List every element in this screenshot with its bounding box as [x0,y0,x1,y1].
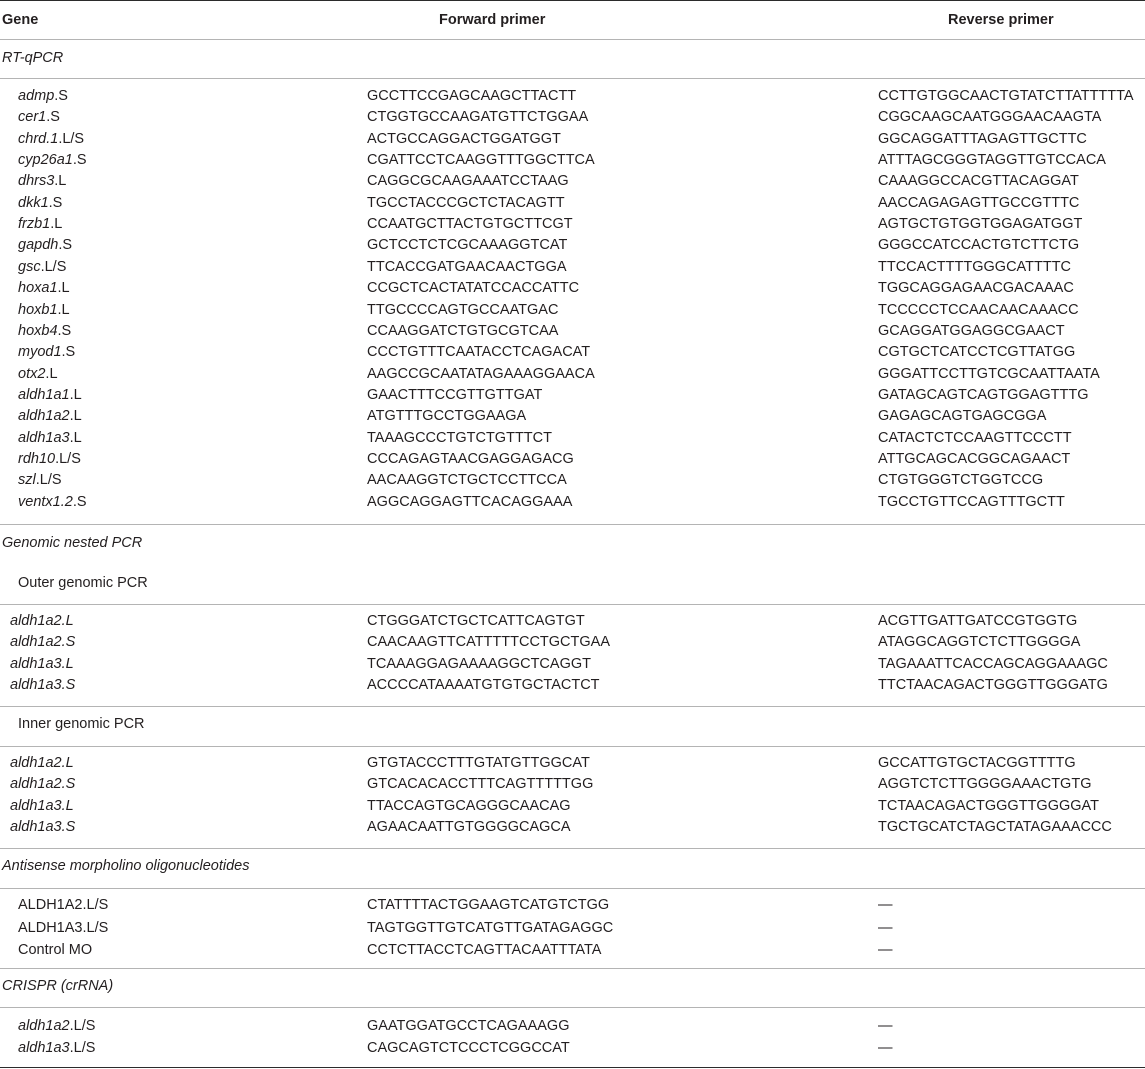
gene-cell [18,494,87,510]
gene-cell [18,1018,95,1034]
table-row [0,817,1145,838]
forward-primer-cell: AAGCCGCAATATAGAAAGGAACA [367,365,595,382]
gene-cell: Control MO [18,942,93,958]
gene-cell [18,259,66,275]
reverse-primer-cell: TGGCAGGAGAACGACAAAC [878,280,1074,297]
forward-primer-cell: TAGTGGTTGTCATGTTGATAGAGGC [367,919,614,936]
gene-cell: aldh1a3.L [10,655,74,672]
gene-name: aldh1a2 [18,1018,70,1034]
gene-name: aldh1a1 [18,386,70,403]
subsection-title: Outer genomic PCR [18,575,148,591]
forward-primer-cell: GAACTTTCCGTTGTTGAT [367,386,543,403]
gene-suffix: .S [46,109,60,126]
gene-suffix: .L/S [40,258,67,275]
divider [0,604,1145,605]
reverse-primer-cell: GGCAGGATTTAGAGTTGCTTC [878,130,1087,147]
gene-name: chrd.1 [18,130,59,147]
gene-name: hoxb1 [18,301,58,318]
table-row [0,193,1145,214]
gene-name: rdh10 [18,450,56,467]
forward-primer-cell: CCGCTCACTATATCCACCATTC [367,280,580,297]
forward-primer-cell: CCCAGAGTAACGAGGAGACG [367,450,574,467]
forward-primer-cell: ACCCCATAAAATGTGTGCTACTCT [367,676,600,693]
table-row [0,632,1145,653]
reverse-primer-cell: CGGCAAGCAATGGGAACAAGTA [878,109,1102,126]
header-reverse-primer: Reverse primer [948,12,1054,28]
table-row [0,1016,1145,1037]
table-row [0,257,1145,278]
table-row [0,449,1145,470]
divider [0,746,1145,747]
reverse-primer-cell: GCAGGATGGAGGCGAACT [878,322,1065,339]
forward-primer-cell: CCTCTTACCTCAGTTACAATTTATA [367,942,602,958]
gene-suffix: .S [57,322,72,339]
gene-name: admp [18,88,55,104]
gene-cell: aldh1a3.S [10,676,76,693]
reverse-primer-cell: ATTTAGCGGGTAGGTTGTCCACA [878,152,1106,169]
gene-suffix: .L [45,365,58,382]
divider [0,1007,1145,1008]
table-row [0,1038,1145,1059]
table-row [0,86,1145,107]
gene-suffix: .L [57,280,70,297]
forward-primer-cell: CAGCAGTCTCCCTCGGCCAT [367,1040,570,1056]
reverse-primer-cell: — [878,919,893,936]
gene-cell [18,472,62,488]
gene-cell [18,237,72,253]
table-row [0,940,1145,961]
table-row [0,150,1145,171]
forward-primer-cell: CCAATGCTTACTGTGCTTCGT [367,216,573,233]
table-row [0,675,1145,696]
table-row [0,342,1145,363]
forward-primer-cell: AGGCAGGAGTTCACAGGAAA [367,493,573,510]
gene-name: aldh1a3 [18,1040,70,1056]
gene-suffix: .L/S [55,450,81,467]
gene-cell [18,216,62,232]
reverse-primer-cell: AACCAGAGAGTTGCCGTTTC [878,194,1080,211]
gene-cell [18,280,70,296]
forward-primer-cell: TTCACCGATGAACAACTGGA [367,258,567,275]
forward-primer-cell: CAGGCGCAAGAAATCCTAAG [367,173,569,190]
header-forward-primer: Forward primer [439,12,546,28]
forward-primer-cell: CTGGTGCCAAGATGTTCTGGAA [367,109,589,126]
table-row [0,385,1145,406]
gene-suffix: .L [54,173,67,190]
table-row [0,129,1145,150]
reverse-primer-cell: TTCTAACAGACTGGGTTGGGATG [878,676,1108,693]
gene-suffix: .L [50,216,63,233]
gene-suffix: .L [57,301,70,318]
reverse-primer-cell: GATAGCAGTCAGTGGAGTTTG [878,386,1089,403]
reverse-primer-cell: CATACTCTCCAAGTTCCCTT [878,429,1072,446]
table-row [0,470,1145,491]
gene-suffix: .L [69,386,82,403]
table-row [0,278,1145,299]
forward-primer-cell: GTGTACCCTTTGTATGTTGGCAT [367,755,590,771]
gene-cell [18,451,81,467]
table-row [0,895,1145,916]
table-row [0,321,1145,342]
gene-suffix: .S [72,152,87,169]
forward-primer-cell: CCCTGTTTCAATACCTCAGACAT [367,344,591,361]
table-row [0,364,1145,385]
section-title: CRISPR (crRNA) [2,978,114,994]
reverse-primer-cell: GGGATTCCTTGTCGCAATTAATA [878,365,1100,382]
forward-primer-cell: CCAAGGATCTGTGCGTCAA [367,322,559,339]
forward-primer-cell: AGAACAATTGTGGGGCAGCA [367,818,571,835]
forward-primer-cell: CAACAAGTTCATTTTTCCTGCTGAA [367,634,611,651]
table-row [0,654,1145,675]
gene-cell: ALDH1A2.L/S [18,897,109,913]
gene-name: dkk1 [18,194,49,211]
forward-primer-cell: GCTCCTCTCGCAAAGGTCAT [367,237,568,254]
gene-name: gapdh [18,237,59,254]
section-rtqpcr [0,40,1145,78]
forward-primer-cell: TTACCAGTGCAGGGCAACAG [367,797,571,814]
gene-cell [18,366,58,382]
forward-primer-cell: GTCACACACCTTTCAGTTTTTGG [367,776,594,793]
reverse-primer-cell: AGTGCTGTGGTGGAGATGGT [878,216,1083,233]
header-gene: Gene [2,12,39,28]
gene-name: gsc [18,258,41,275]
gene-cell [18,302,70,318]
reverse-primer-cell: CGTGCTCATCCTCGTTATGG [878,344,1076,361]
reverse-primer-cell: TAGAAATTCACCAGCAGGAAAGC [878,655,1108,672]
gene-suffix: .S [72,493,87,510]
divider [0,888,1145,889]
reverse-primer-cell: CCTTGTGGCAACTGTATCTTATTTTTA [878,88,1134,104]
reverse-primer-cell: — [878,942,893,958]
reverse-primer-cell: — [878,1040,893,1056]
gene-name: dhrs3 [18,173,55,190]
table-row [0,171,1145,192]
gene-suffix: .L/S [69,1018,96,1034]
gene-cell [18,152,87,168]
reverse-primer-cell: TCCCCCTCCAACAACAAACC [878,301,1079,318]
gene-name: aldh1a3 [18,429,70,446]
reverse-primer-cell: ACGTTGATTGATCCGTGGTG [878,613,1078,629]
reverse-primer-cell: ATTGCAGCACGGCAGAACT [878,450,1071,467]
gene-cell [18,173,66,189]
gene-suffix: .L [69,429,82,446]
table-header [0,0,1145,40]
gene-name: aldh1a2 [18,408,70,425]
forward-primer-cell: TGCCTACCCGCTCTACAGTT [367,194,565,211]
reverse-primer-cell: — [878,1018,893,1034]
gene-name: hoxa1 [18,280,58,297]
gene-name: cer1 [18,109,47,126]
reverse-primer-cell: GGGCCATCCACTGTCTTCTG [878,237,1080,254]
gene-suffix: .L/S [69,1040,96,1056]
section-genomic [0,525,1145,565]
gene-name: ventx1.2 [18,493,73,510]
gene-suffix: .L [69,408,82,425]
gene-name: szl [18,472,36,489]
gene-name: frzb1 [18,216,51,233]
gene-name: hoxb4 [18,322,58,339]
reverse-primer-cell: — [878,897,893,913]
table-row [0,774,1145,795]
gene-cell: ALDH1A3.L/S [18,919,109,936]
section-crispr [0,968,1145,1008]
reverse-primer-cell: ATAGGCAGGTCTCTTGGGGA [878,634,1081,651]
reverse-primer-cell: TTCCACTTTTGGGCATTTTC [878,258,1072,275]
reverse-primer-cell: AGGTCTCTTGGGGAAACTGTG [878,776,1092,793]
reverse-primer-cell: TGCCTGTTCCAGTTTGCTT [878,493,1065,510]
gene-cell: aldh1a2.S [10,776,76,793]
gene-suffix: .S [58,237,73,254]
gene-suffix: .S [54,88,68,104]
table-row [0,796,1145,817]
gene-suffix: .L/S [35,472,62,489]
forward-primer-cell: GAATGGATGCCTCAGAAAGG [367,1018,570,1034]
table-row [0,235,1145,256]
section-morpholino [0,848,1145,888]
section-title: RT-qPCR [2,50,64,66]
gene-suffix: .S [48,194,63,211]
forward-primer-cell: TCAAAGGAGAAAAGGCTCAGGT [367,655,591,672]
forward-primer-cell: AACAAGGTCTGCTCCTTCCA [367,472,567,489]
forward-primer-cell: ACTGCCAGGACTGGATGGT [367,130,561,147]
gene-cell [18,1040,95,1056]
table-row [0,406,1145,427]
divider [0,78,1145,79]
reverse-primer-cell: TCTAACAGACTGGGTTGGGGAT [878,797,1099,814]
gene-cell: aldh1a3.S [10,818,76,835]
gene-cell [18,387,82,403]
table-row [0,492,1145,513]
gene-cell [18,408,82,424]
gene-cell [18,109,60,125]
reverse-primer-cell: CTGTGGGTCTGGTCCG [878,472,1044,489]
table-row [0,107,1145,128]
subsection-title: Inner genomic PCR [18,716,145,732]
table-row [0,918,1145,939]
subsection-outer [0,565,1145,605]
gene-cell: aldh1a2.S [10,634,76,651]
section-title: Antisense morpholino oligonucleotides [2,858,250,874]
table-bottom-rule [0,1067,1145,1068]
table-row [0,214,1145,235]
gene-cell: aldh1a3.L [10,797,74,814]
table-row [0,300,1145,321]
forward-primer-cell: TTGCCCCAGTGCCAATGAC [367,301,559,318]
section-title: Genomic nested PCR [2,535,143,551]
gene-cell: aldh1a2.L [10,613,74,629]
subsection-inner [0,706,1145,746]
gene-cell [18,195,62,211]
reverse-primer-cell: GCCATTGTGCTACGGTTTTG [878,755,1076,771]
gene-cell [18,323,71,339]
forward-primer-cell: CGATTCCTCAAGGTTTGGCTTCA [367,152,595,169]
gene-name: cyp26a1 [18,152,73,169]
gene-cell [18,131,84,147]
table-row [0,428,1145,449]
forward-primer-cell: CTGGGATCTGCTCATTCAGTGT [367,613,585,629]
gene-cell [18,430,82,446]
forward-primer-cell: TAAAGCCCTGTCTGTTTCT [367,429,552,446]
gene-name: myod1 [18,344,62,361]
forward-primer-cell: CTATTTTACTGGAAGTCATGTCTGG [367,897,610,913]
forward-primer-cell: GCCTTCCGAGCAAGCTTACTT [367,88,577,104]
gene-cell [18,88,68,104]
table-row [0,753,1145,774]
gene-cell: aldh1a2.L [10,755,74,771]
forward-primer-cell: ATGTTTGCCTGGAAGA [367,408,527,425]
gene-cell [18,344,75,360]
reverse-primer-cell: TGCTGCATCTAGCTATAGAAACCC [878,818,1112,835]
reverse-primer-cell: GAGAGCAGTGAGCGGA [878,408,1047,425]
gene-name: otx2 [18,365,46,382]
gene-suffix: .S [61,344,76,361]
reverse-primer-cell: CAAAGGCCACGTTACAGGAT [878,173,1079,190]
gene-suffix: .L/S [58,130,85,147]
table-row [0,611,1145,632]
